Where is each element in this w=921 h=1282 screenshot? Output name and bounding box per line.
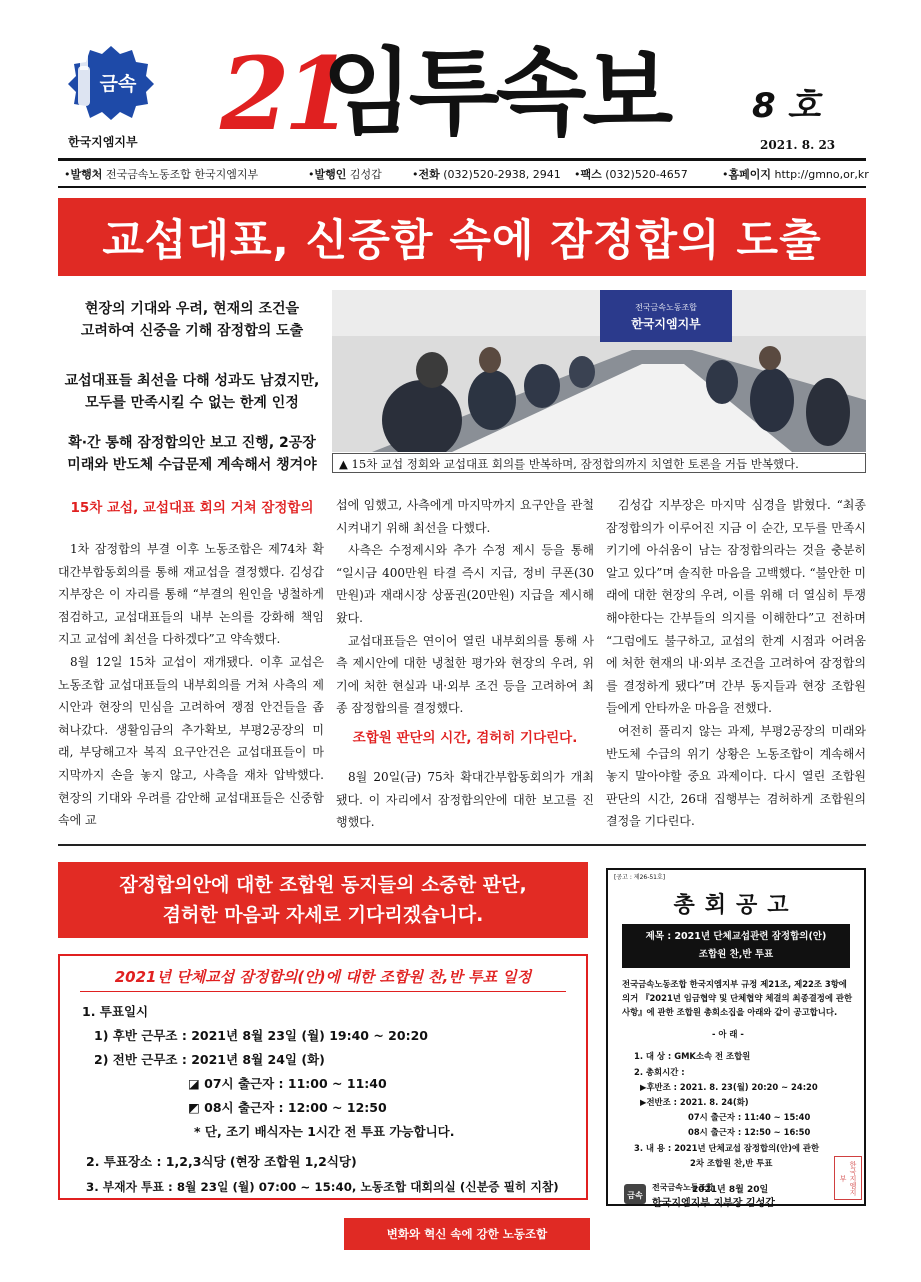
info-bar [58,162,869,184]
paragraph: 사측은 수정제시와 추가 수정 제시 등을 통해 “일시금 400만원 타결 즉시 지급, 정비 쿠폰(30만원)과 재래시장 상품권(20만원) 지급을 제시해왔다. [336,543,594,625]
paragraph: 교섭대표들은 연이어 열린 내부회의를 통해 사측 제시안에 대한 냉철한 평가와 현장의 우려, 위기에 처한 현실과 내·외부 조건 등을 고려하여 최종 잠정합의를 결정했다. [336,633,594,716]
notice-line: 2. 총회시간 : [634,1067,685,1077]
subhead-1: 15차 교섭, 교섭대표 회의 거쳐 잠정합의 [70,500,314,516]
notice-line: 3. 내 용 : 2021년 단체교섭 잠정합의(안)에 관한 [634,1143,820,1153]
masthead-title: 임투속보 [322,39,670,148]
photo-banner-text: 한국지엠지부 [631,317,701,331]
summary-item: 현장의 기대와 우려, 현재의 조건을 고려하여 신중을 기해 잠정합의 도출 [80,301,304,339]
masthead-number: 21 [220,35,348,153]
schedule-item: 2) 전반 근무조 : 2021년 8월 24일 (화) [94,1052,325,1067]
notice-signature: 한국지엠지부 지부장 김성갑 [652,1198,775,1209]
schedule-item: 1. 투표일시 [82,1004,149,1019]
union-logo-icon [68,44,154,120]
summary-item: 확·간 통해 잠정합의안 보고 진행, 2공장 미래와 반도체 수급문제 계속해서 챙겨야 [67,435,317,473]
issue-number: 8 호 [752,86,821,126]
notice-body: 사항』에 관한 조합원 총회소집을 아래와 같이 공고합니다. [622,1007,838,1017]
schedule-note: * 단, 조기 배식자는 1시간 전 투표 가능합니다. [194,1124,455,1139]
paragraph: 여전히 풀리지 않는 과제, 부평2공장의 미래와 반도체 수급의 위기 상황은 노동조합이 계속해서 놓지 말아야할 중요 과제이다. 다시 열린 조합원 판단의 시간, 26대 집행부는 겸허하게 조합원의 결정을 기다린다. [606,723,866,829]
issuer-info: •발행인 김성갑 [308,168,382,181]
photo-caption: ▲ 15차 교섭 정회와 교섭대표 회의를 반복하며, 잠정합의까지 치열한 토론을 거듭 반복했다. [332,453,866,473]
info-rule [58,186,866,188]
meeting-photo [332,290,866,452]
schedule-title: 2021년 단체교섭 잠정합의(안)에 대한 조합원 찬,반 투표 일정 [114,968,532,986]
section-divider [58,844,866,846]
schedule-item: 1) 후반 근무조 : 2021년 8월 23일 (월) 19:40 ~ 20:20 [94,1028,428,1043]
notice-date: 2021년 8월 20일 [692,1185,769,1195]
headline: 교섭대표, 신중함 속에 잠정합의 도출 [102,215,822,266]
official-seal: 한국지엠지부 [834,1156,862,1200]
article-column-3 [606,494,866,833]
article-column-2b [336,766,594,834]
schedule-item: 2. 투표장소 : 1,2,3식당 (현장 조합원 1,2식당) [86,1154,357,1169]
paragraph: 1차 잠정합의 부결 이후 노동조합은 제74차 확대간부합동회의를 통해 재교섭을 결정했다. 김성갑 지부장은 이 자리를 통해 “부결의 원인을 냉철하게 점검하고, 교섭대표들의 내부 논의를 강화해 책임지고 교섭에 최선을 다하겠다”고 약속했다. [58,542,324,647]
fax-info: •팩스 (032)520-4657 [574,168,688,181]
notice-line: 07시 출근자 : 11:40 ~ 15:40 [688,1112,811,1122]
notice-below: - 아 래 - [712,1029,744,1039]
paragraph: 섭에 임했고, 사측에게 마지막까지 요구안을 관철시켜내기 위해 최선을 다했다. [336,498,594,535]
masthead-rule [58,158,866,161]
vote-schedule-box [58,954,588,1200]
homepage-info[interactable]: •홈페이지 http://gmno,or,kr [722,168,869,181]
notice-line: 1. 대 상 : GMK소속 전 조합원 [634,1051,751,1061]
notice-line: 08시 출근자 : 12:50 ~ 16:50 [688,1127,811,1137]
schedule-item: ◩ 08시 출근자 : 12:00 ~ 12:50 [188,1100,387,1115]
article-column-1 [58,538,324,832]
paragraph: 8월 12일 15차 교섭이 재개됐다. 이후 교섭은 노동조합 교섭대표들의 내부회의를 거쳐 사측의 제시안과 현장의 민심을 고려하여 쟁점 안건들을 좁혀나갔다. 생활임금의 추가확보, 부평2공장의 미래, 부당해고자 복직 요구안건은 교섭대표들이 마지막까지 손을 놓지 않고, 사측을 재차 압박했다. 현장의 기대와 우려를 감안해 교섭대표들은 신중함 속에 교 [58,654,324,828]
summary-item: 교섭대표들 최선을 다해 성과도 남겼지만, 모두를 만족시킬 수 없는 한계 인정 [64,373,320,411]
notice-body: 전국금속노동조합 한국지엠지부 규정 제21조, 제22조 3항에 [622,979,847,989]
publisher-info: •발행처 전국금속노동조합 한국지엠지부 [64,168,259,181]
schedule-item: 3. 부재자 투표 : 8월 23일 (월) 07:00 ~ 15:40, 노동조합 대회의실 (신분증 필히 지참) [86,1180,559,1194]
issue-date: 2021. 8. 23 [760,138,836,152]
photo-banner-text: 전국금속노동조합 [635,303,697,312]
paragraph: 김성갑 지부장은 마지막 심경을 밝혔다. “최종 잠정합의가 이루어진 지금 이 순간, 모두를 만족시키기에 아쉬움이 남는 잠정합의라는 것을 충분히 알고 있다”며 솔직한 마음을 고백했다. “불안한 미래에 대한 현장의 우려, 이를 위해 더 열심히 투쟁해야한다는 간부들의 의지를 이해한다”고 전하며 “그럼에도 불구하고, 교섭의 한계 시점과 어려움에 처한 현재의 내·외부 조건을 고려하여 잠정합의를 결정하게 됐다”며 간부 동지들과 현장 조합원들에게 안타까운 마음을 전했다. [606,498,866,716]
subhead-2: 조합원 판단의 시간, 겸허히 기다린다. [352,730,578,746]
notice-line: ▶후반조 : 2021. 8. 23(월) 20:20 ~ 24:20 [640,1082,818,1092]
footer-slogan: 변화와 혁신 속에 강한 노동조합 [344,1218,590,1250]
notice-line: 2차 조합원 찬,반 투표 [690,1158,773,1168]
notice-signature: 전국금속노동조합 [652,1183,714,1192]
appeal-banner: 잠정합의안에 대한 조합원 동지들의 소중한 판단, 겸허한 마음과 자세로 기다리겠습니다. [58,862,588,938]
notice-body: 의거 『2021년 임금협약 및 단체협약 체결의 최종결정에 관한 [622,993,853,1003]
schedule-rule [80,991,566,992]
notice-line: ▶전반조 : 2021. 8. 24(화) [640,1097,749,1107]
phone-info: •전화 (032)520-2938, 2941 [412,168,561,181]
paragraph: 8월 20일(금) 75차 확대간부합동회의가 개최됐다. 이 자리에서 잠정합의안에 대한 보고를 진행했다. [336,770,594,830]
logo-text: 금속 [99,73,137,95]
schedule-item: ◪ 07시 출근자 : 11:00 ~ 11:40 [188,1076,387,1091]
svg-text:금속: 금속 [627,1191,643,1200]
general-meeting-notice [606,868,866,1209]
union-logo-icon [624,1184,646,1204]
org-name: 한국지엠지부 [68,135,138,149]
headline-banner [58,198,866,276]
notice-tag: [공고 : 제26-51호] [614,874,666,881]
article-column-2 [336,494,594,720]
notice-title: 총회공고 [673,893,799,918]
notice-subject: 제목 : 2021년 단체교섭관련 잠정합의(안) 조합원 찬,반 투표 [622,924,850,968]
